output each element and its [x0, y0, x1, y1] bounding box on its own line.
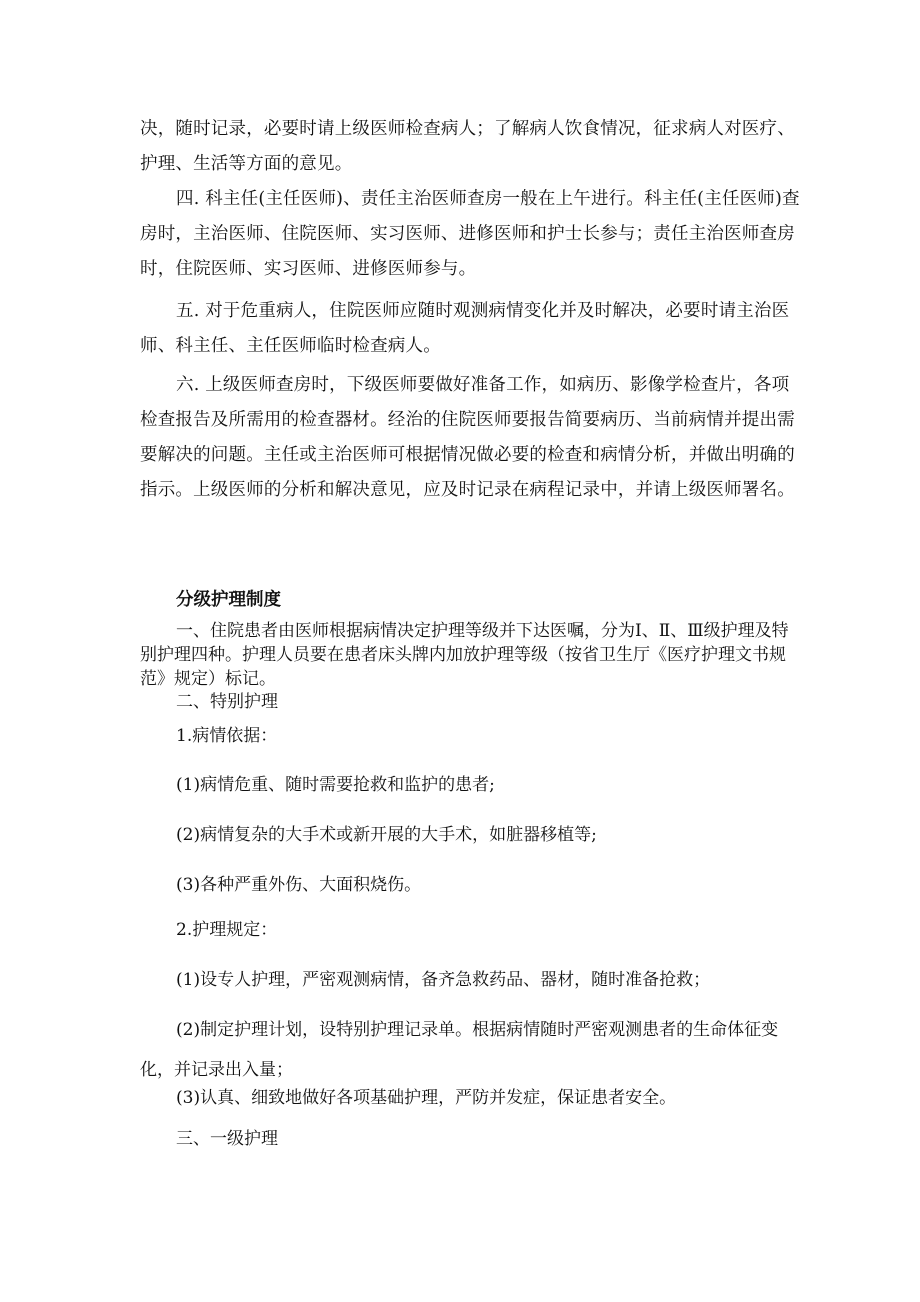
paragraph-rounds-continuation: 决，随时记录，必要时请上级医师检查病人；了解病人饮食情况，征求病人对医疗、护理、生活等方面的意见。 — [140, 119, 795, 174]
paragraph-nursing-item-3: 三、一级护理 — [176, 1129, 278, 1149]
paragraph-rounds-item-6: 六. 上级医师查房时，下级医师要做好准备工作，如病历、影像学检查片，各项检查报告及所需用的检查器材。经治的住院医师要报告简要病历、当前病情并提出需要解决的问题。主任或主治医师可根据情况做必要的检查和病情分析，并做出明确的指示。上级医师的分析和解决意见，应及时记录在病程记录中，并请上级医师署名。 — [140, 375, 795, 500]
subheading-rules: 2.护理规定： — [176, 920, 278, 940]
paragraph-rounds-item-5: 五. 对于危重病人，住院医师应随时观测病情变化并及时解决，必要时请主治医师、科主任、主任医师临时检查病人。 — [140, 301, 790, 356]
list-item-basis-3: (3)各种严重外伤、大面积烧伤。 — [176, 875, 422, 895]
section-heading-nursing: 分级护理制度 — [176, 590, 281, 610]
paragraph-rounds-item-4: 四. 科主任(主任医师)、责任主治医师查房一般在上午进行。科主任(主任医师)查房时，主治医师、住院医师、实习医师、进修医师和护士长参与；责任主治医师查房时，住院医师、实习医师、进修医师参与。 — [140, 189, 800, 279]
subheading-basis: 1.病情依据： — [176, 726, 278, 746]
list-item-basis-2: (2)病情复杂的大手术或新开展的大手术，如脏器移植等; — [176, 825, 597, 845]
list-item-basis-1: (1)病情危重、随时需要抢救和监护的患者; — [176, 775, 495, 795]
list-item-rules-3: (3)认真、细致地做好各项基础护理，严防并发症，保证患者安全。 — [176, 1088, 677, 1108]
list-item-rules-2: (2)制定护理计划，设特别护理记录单。根据病情随时严密观测患者的生命体征变化，并记录出入量； — [140, 1020, 779, 1080]
list-item-rules-1: (1)设专人护理，严密观测病情，备齐急救药品、器材，随时准备抢救； — [176, 970, 711, 990]
paragraph-nursing-item-2: 二、特别护理 — [176, 692, 278, 712]
paragraph-nursing-item-1: 一、住院患者由医师根据病情决定护理等级并下达医嘱，分为Ⅰ、Ⅱ、Ⅲ级护理及特别护理四种。护理人员要在患者床头牌内加放护理等级（按省卫生厅《医疗护理文书规范》规定）标记。 — [140, 621, 789, 689]
